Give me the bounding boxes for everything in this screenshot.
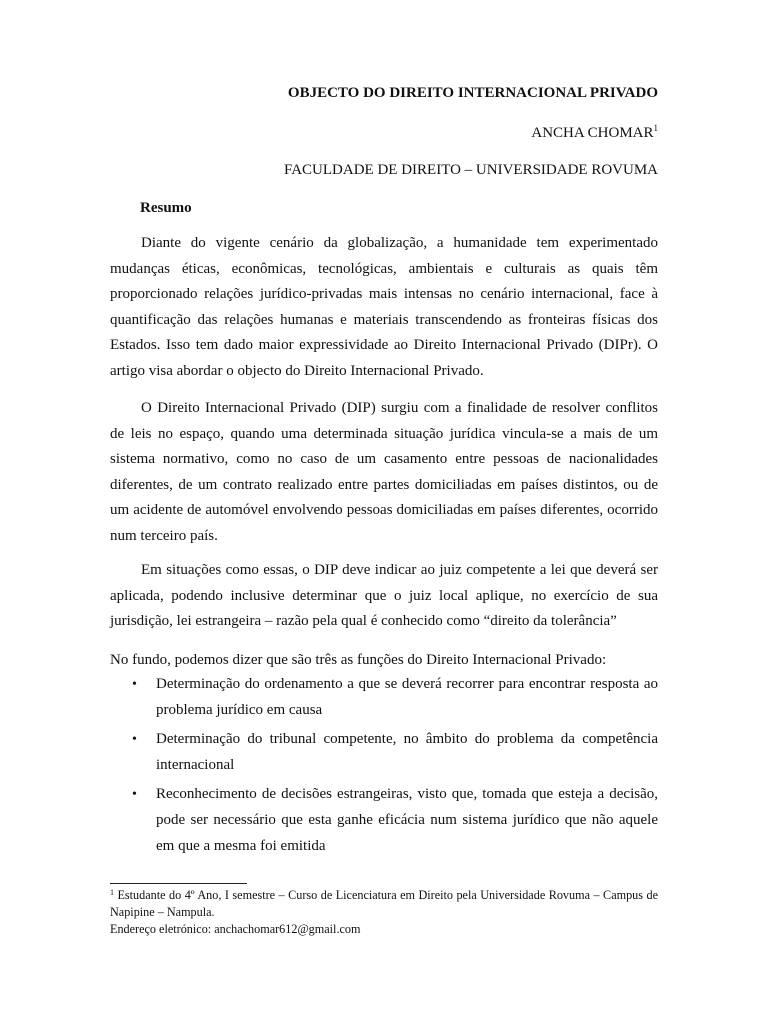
paragraph-dip-origin: O Direito Internacional Privado (DIP) surgiu com a finalidade de resolver conflitos de leis no espaço, quando uma determinada situação jurídica vincula-se a mais de um sistema normativo, como no caso de um casamento entre pessoas de nacionalidades diferentes, de um contrato realizado entre partes domiciliadas em países distintos, ou de um acidente de automóvel envolvendo pessoas domiciliadas em países diferentes, ocorrido num terceiro país.: [110, 400, 658, 544]
footnote-text: Estudante do 4º Ano, I semestre – Curso de Licenciatura em Direito pela Universidade Rovuma – Campus de Napipine – Nampula.: [110, 888, 658, 919]
paragraph-dip-tolerance: Em situações como essas, o DIP deve indicar ao juiz competente a lei que deverá ser aplicada, podendo inclusive determinar que o juiz local aplique, no exercício de sua jurisdição, lei estrangeira – razão pela qual é conhecido como “direito da tolerância”: [110, 562, 658, 630]
author-footnote-mark: 1: [653, 123, 658, 133]
list-item-text: Determinação do tribunal competente, no âmbito do problema da competência internacional: [156, 731, 658, 773]
footnote-mark: 1: [110, 888, 114, 897]
author-line: [531, 125, 658, 142]
functions-lead: No fundo, podemos dizer que são três as funções do Direito Internacional Privado:: [110, 652, 607, 668]
list-item-text: Determinação do ordenamento a que se deverá recorrer para encontrar resposta ao problema jurídico em causa: [156, 676, 658, 718]
author-name: ANCHA CHOMAR: [531, 125, 654, 141]
list-item-text: Reconhecimento de decisões estrangeiras, visto que, tomada que esteja a decisão, pode ser necessário que esta ganhe eficácia num sistema jurídico que não aquele em que a mesma foi emitida: [156, 786, 658, 854]
list-item: [110, 727, 658, 778]
list-item: [110, 672, 658, 723]
bullet-icon: •: [132, 787, 137, 803]
bullet-icon: •: [132, 677, 137, 692]
document-title: OBJECTO DO DIREITO INTERNACIONAL PRIVADO: [287, 85, 658, 101]
list-item: [110, 782, 658, 859]
footnote: [110, 887, 658, 938]
faculty-line: FACULDADE DE DIREITO – UNIVERSIDADE ROVUMA: [283, 162, 658, 178]
paragraph-abstract: Diante do vigente cenário da globalização, a humanidade tem experimentado mudanças éticas, econômicas, tecnológicas, ambientais e culturais as quais têm proporcionado relações jurídico-privadas mais intensas no cenário internacional, face à quantificação das relações humanas e materiais transcendendo as fronteiras físicas dos Estados. Isso tem dado maior expressividade ao Direito Internacional Privado (DIPr). O artigo visa abordar o objecto do Direito Internacional Privado.: [110, 235, 658, 379]
bullet-icon: •: [132, 732, 137, 748]
footnote-email: Endereço eletrónico: anchachomar612@gmail.com: [110, 922, 361, 936]
functions-list: [110, 672, 658, 863]
abstract-heading: Resumo: [140, 200, 192, 216]
footnote-separator: [110, 883, 247, 884]
